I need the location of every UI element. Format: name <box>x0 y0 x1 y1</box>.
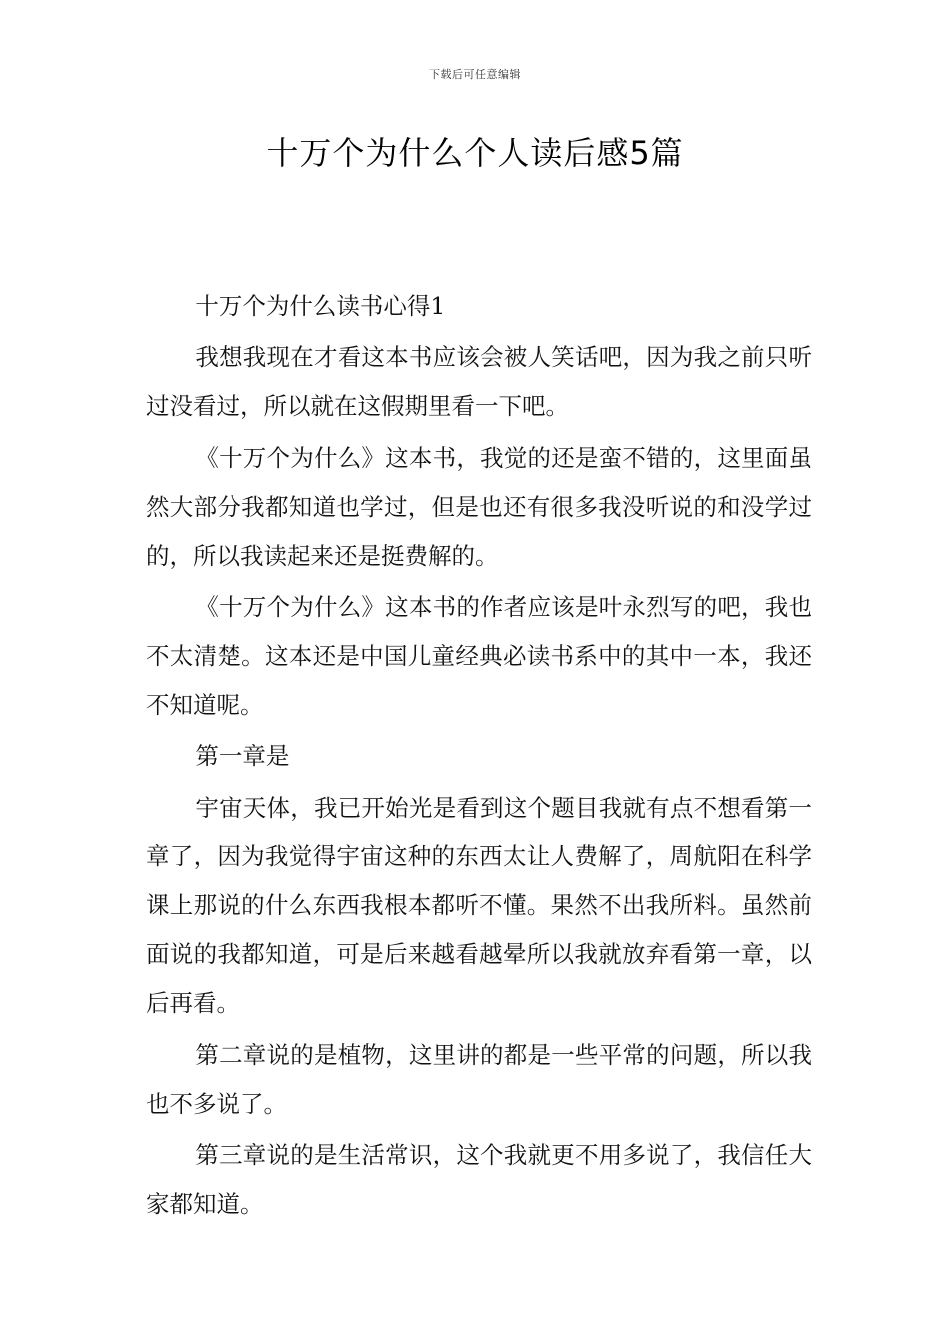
section-heading: 十万个为什么读书心得1 <box>195 292 446 320</box>
paragraph: 第一章是 <box>195 742 290 771</box>
paragraph: 第二章说的是植物，这里讲的都是一些平常的问题，所以我也不多说了。 <box>146 1040 812 1118</box>
document-title: 十万个为什么个人读后感5篇 <box>266 134 684 172</box>
paragraph: 《十万个为什么》这本书的作者应该是叶永烈写的吧，我也不太清楚。这本还是中国儿童经典必读书系中的其中一本，我还不知道呢。 <box>146 592 812 719</box>
paragraph: 第三章说的是生活常识，这个我就更不用多说了，我信任大家都知道。 <box>146 1140 812 1218</box>
paragraph: 《十万个为什么》这本书，我觉的还是蛮不错的，这里面虽然大部分我都知道也学过，但是也还有很多我没听说的和没学过的，所以我读起来还是挺费解的。 <box>146 443 812 570</box>
document-body <box>146 282 812 1231</box>
paragraph: 我想我现在才看这本书应该会被人笑话吧，因为我之前只听过没看过，所以就在这假期里看一下吧。 <box>146 343 812 421</box>
paragraph: 宇宙天体，我已开始光是看到这个题目我就有点不想看第一章了，因为我觉得宇宙这种的东西太让人费解了，周航阳在科学课上那说的什么东西我根本都听不懂。果然不出我所料。虽然前面说的我都知道，可是后来越看越晕所以我就放弃看第一章，以后再看。 <box>146 793 812 1018</box>
header-note: 下载后可任意编辑 <box>429 68 521 81</box>
